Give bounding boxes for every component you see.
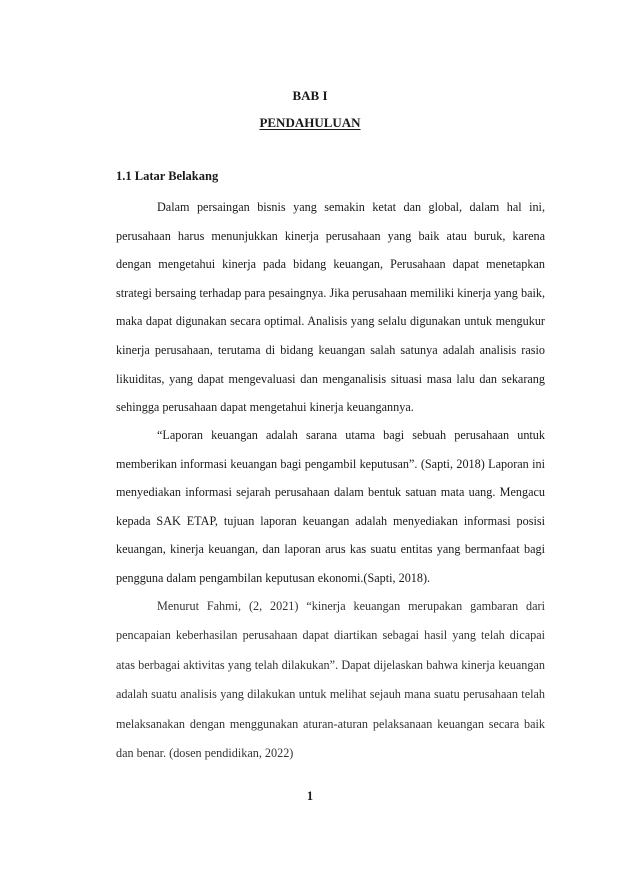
paragraph-3: Menurut Fahmi, (2, 2021) “kinerja keuangan merupakan gambaran dari pencapaian keberhasilan perusahaan dapat diartikan sebagai hasil yang telah dicapai atas berbagai aktivitas yang telah dilakukan”. Dapat dijelaskan bahwa kinerja keuangan adalah suatu analisis yang dilakukan untuk melihat sejauh mana suatu perusahaan telah melaksanakan dengan menggunakan aturan-aturan pelaksanaan keuangan secara baik dan benar. (dosen pendidikan, 2022) [116, 599, 545, 761]
paragraph-1: Dalam persaingan bisnis yang semakin ketat dan global, dalam hal ini, perusahaan harus menunjukkan kinerja perusahaan yang baik atau buruk, karena dengan mengetahui kinerja pada bidang keuangan, Perusahaan dapat menetapkan strategi bersaing terhadap para pesaingnya. Jika perusahaan memiliki kinerja yang baik, maka dapat digunakan secara optimal. Analisis yang selalu digunakan untuk mengukur kinerja perusahaan, terutama di bidang keuangan salah satunya adalah analisis rasio likuiditas, yang dapat mengevaluasi dan menganalisis situasi masa lalu dan sekarang sehingga perusahaan dapat mengetahui kinerja keuangannya. [116, 200, 545, 415]
page-number: 1 [306, 789, 314, 803]
chapter-label: BAB I [292, 88, 328, 103]
section-heading: 1.1 Latar Belakang [116, 169, 219, 183]
paragraph-2: “Laporan keuangan adalah sarana utama bagi sebuah perusahaan untuk memberikan informasi keuangan bagi pengambil keputusan”. (Sapti, 2018) Laporan ini menyediakan informasi sejarah perusahaan dalam bentuk satuan mata uang. Mengacu kepada SAK ETAP, tujuan laporan keuangan adalah menyediakan informasi posisi keuangan, kinerja keuangan, dan laporan arus kas suatu entitas yang bermanfaat bagi pengguna dalam pengambilan keputusan ekonomi.(Sapti, 2018). [116, 428, 545, 585]
chapter-title: PENDAHULUAN [259, 115, 361, 130]
